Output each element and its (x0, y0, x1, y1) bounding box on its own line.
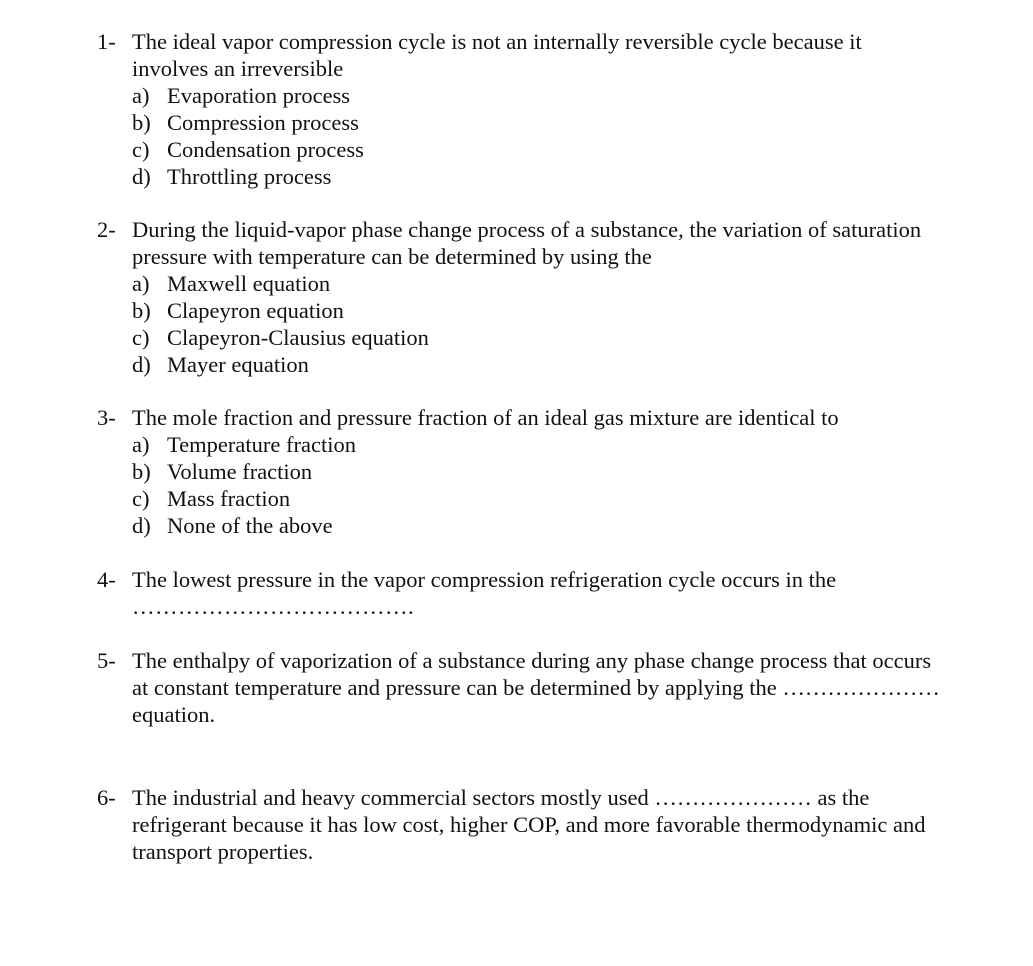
option-text: Throttling process (167, 164, 332, 189)
option-text: Maxwell equation (167, 271, 331, 296)
question-text: refrigerant because it has low cost, higher COP, and more favorable thermodynamic and (132, 812, 926, 837)
option-text: Evaporation process (167, 83, 351, 108)
answer-blank: ………………………………. (132, 594, 415, 619)
question-text: The lowest pressure in the vapor compression refrigeration cycle occurs in the (132, 567, 837, 592)
option-letter: d) (132, 164, 151, 189)
option-letter: b) (132, 298, 151, 323)
option-text: Temperature fraction (167, 432, 356, 457)
question-text: equation. (132, 702, 216, 727)
option-text: Compression process (167, 110, 359, 135)
option-letter: a) (132, 83, 150, 108)
question-text: The ideal vapor compression cycle is not an internally reversible cycle because it (132, 29, 862, 54)
option-letter: c) (132, 137, 150, 162)
option-text: Volume fraction (167, 459, 313, 484)
option-letter: b) (132, 459, 151, 484)
question-text: The enthalpy of vaporization of a substance during any phase change process that occurs (132, 648, 932, 673)
question-text: The industrial and heavy commercial sectors mostly used ………………… as the (132, 785, 870, 810)
option-text: Mass fraction (167, 486, 291, 511)
option-letter: c) (132, 325, 150, 350)
option-letter: b) (132, 110, 151, 135)
question-text: During the liquid-vapor phase change process of a substance, the variation of saturation (132, 217, 922, 242)
option-text: Clapeyron-Clausius equation (167, 325, 429, 350)
option-text: Clapeyron equation (167, 298, 344, 323)
option-letter: a) (132, 432, 150, 457)
question-text: transport properties. (132, 839, 314, 864)
question-number: 3- (97, 405, 116, 430)
question-number: 1- (97, 29, 116, 54)
option-text: Condensation process (167, 137, 364, 162)
question-text: involves an irreversible (132, 56, 344, 81)
question-text: at constant temperature and pressure can be determined by applying the ………………… (132, 675, 940, 700)
option-letter: c) (132, 486, 150, 511)
question-text: The mole fraction and pressure fraction of an ideal gas mixture are identical to (132, 405, 839, 430)
option-text: None of the above (167, 513, 333, 538)
option-letter: d) (132, 352, 151, 377)
question-number: 4- (97, 567, 116, 592)
option-text: Mayer equation (167, 352, 309, 377)
option-letter: a) (132, 271, 150, 296)
question-number: 5- (97, 648, 116, 673)
question-number: 2- (97, 217, 116, 242)
option-letter: d) (132, 513, 151, 538)
question-text: pressure with temperature can be determined by using the (132, 244, 652, 269)
question-number: 6- (97, 785, 116, 810)
